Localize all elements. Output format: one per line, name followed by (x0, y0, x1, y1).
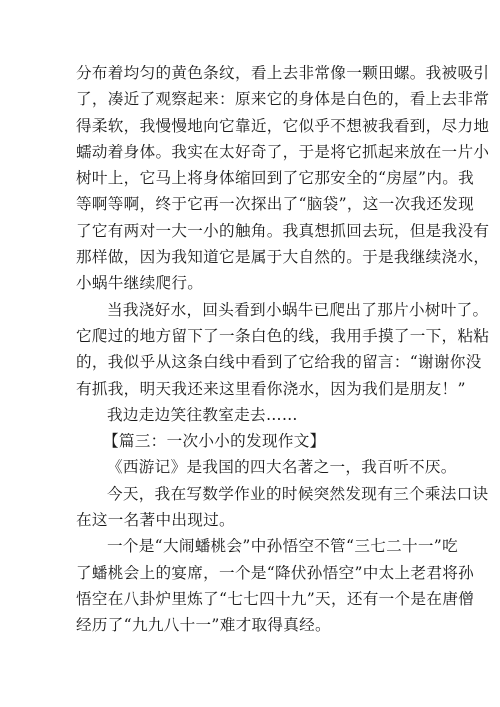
text-line: 的，我似乎从这条白线中看到了它给我的留言：“谢谢你没 (76, 353, 482, 372)
paragraph-start-line: 今天，我在写数学作业的时候突然发现有三个乘法口诀 (107, 484, 489, 503)
section-heading: 【篇三：一次小小的发现作文】 (103, 432, 326, 451)
text-line: 等啊等啊，终于它再一次探出了“脑袋”，这一次我还发现 (76, 195, 474, 214)
text-line: 在这一名著中出现过。 (76, 511, 235, 530)
paragraph-start-line: 我边走边笑往教室走去…… (107, 405, 298, 424)
document-body (76, 60, 490, 639)
text-line: 了它有两对一大一小的触角。我真想抓回去玩，但是我没有 (76, 221, 490, 240)
text-line: 了蟠桃会上的宴席，一个是“降伏孙悟空”中太上老君将孙 (76, 563, 474, 582)
paragraph-start-line: 一个是“大闹蟠桃会”中孙悟空不管“三七二十一”吃 (107, 537, 458, 556)
text-line: 分布着均匀的黄色条纹，看上去非常像一颗田螺。我被吸引 (76, 64, 490, 82)
text-line: 经历了“九九八十一”难才取得真经。 (76, 616, 331, 635)
text-line: 那样做，因为我知道它是属于大自然的。于是我继续浇水， (76, 248, 490, 267)
paragraph-start-line: 《西游记》是我国的四大名著之一，我百听不厌。 (107, 458, 457, 477)
text-line: 有抓我，明天我还来这里看你浇水，因为我们是朋友！” (76, 379, 466, 398)
text-line: 树叶上，它马上将身体缩回到了它那安全的“房屋”内。我 (76, 169, 474, 188)
text-line: 得柔软，我慢慢地向它靠近，它似乎不想被我看到，尽力地 (76, 116, 490, 135)
text-line: 悟空在八卦炉里炼了“七七四十九”天，还有一个是在唐僧 (76, 589, 474, 608)
text-line: 了，凑近了观察起来：原来它的身体是白色的，看上去非常 (76, 90, 490, 109)
paragraph-start-line: 当我浇好水，回头看到小蜗牛已爬出了那片小树叶了。 (107, 300, 489, 319)
text-line: 小蜗牛继续爬行。 (76, 274, 204, 293)
text-line: 蠕动着身体。我实在太好奇了，于是将它抓起来放在一片小 (76, 142, 490, 161)
text-line: 它爬过的地方留下了一条白色的线，我用手摸了一下，粘粘 (76, 326, 490, 345)
